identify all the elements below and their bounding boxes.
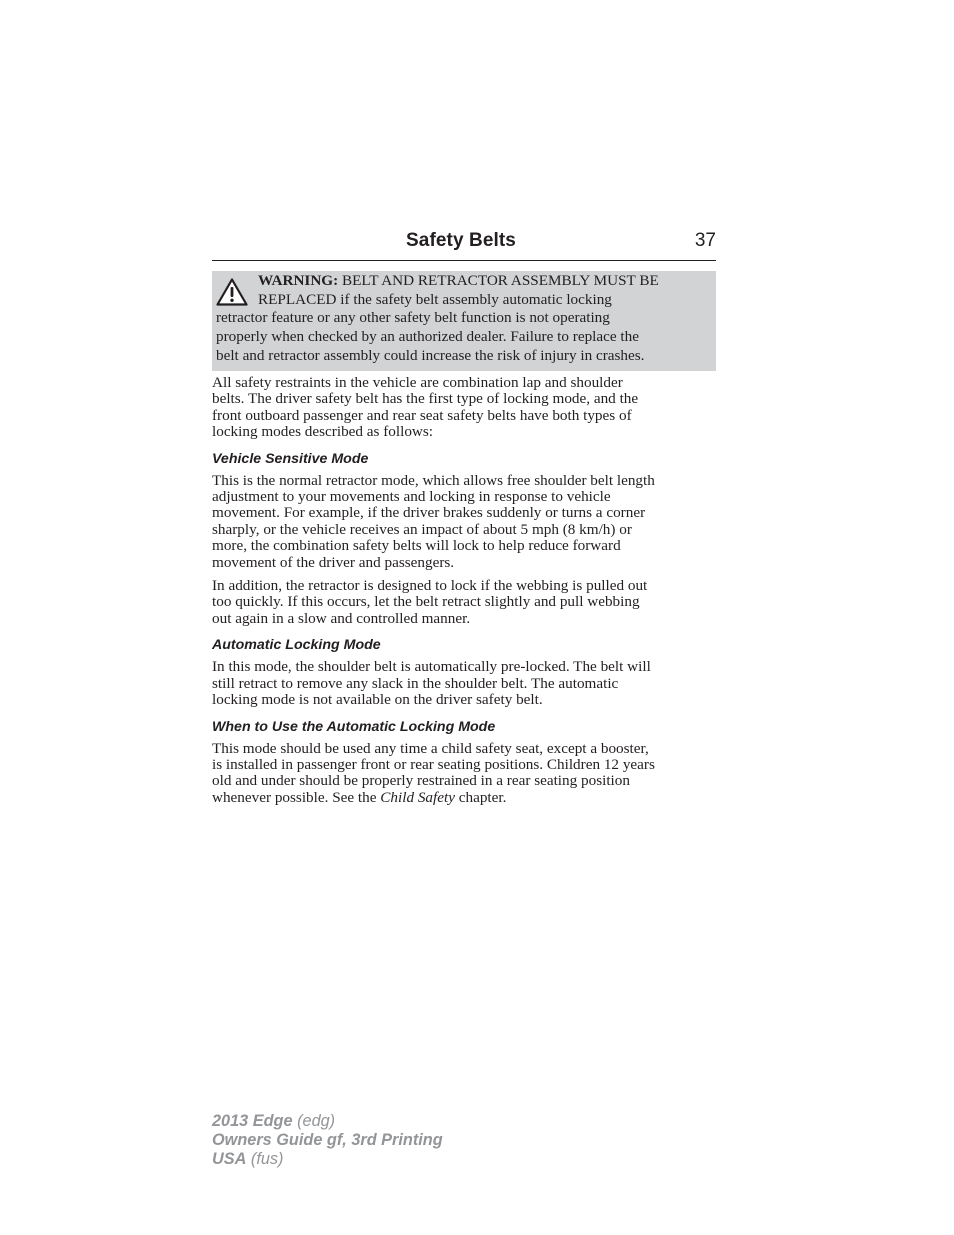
warning-label: WARNING:: [258, 272, 339, 289]
automatic-locking-paragraph: In this mode, the shoulder belt is automatically pre-locked. The belt will still retract to remove any slack in the shoulder belt. The automatic locking mode is not available on the driver safety belt.: [212, 658, 651, 709]
when-to-use-heading: When to Use the Automatic Locking Mode: [212, 718, 496, 735]
retractor-paragraph: In addition, the retractor is designed to lock if the webbing is pulled out too quickly. If this occurs, let the belt retract slightly and pull webbing out again in a slow and controlled manner.: [212, 577, 648, 627]
warning-line: WARNING: BELT AND RETRACTOR ASSEMBLY MUST BE: [258, 272, 659, 289]
automatic-locking-heading: Automatic Locking Mode: [212, 637, 381, 654]
page-number: 37: [694, 230, 716, 251]
vehicle-sensitive-paragraph: This is the normal retractor mode, which allows free shoulder belt length adjustment to your movements and locking in response to vehicle movement. For example, if the driver brakes suddenly or turns a corner sharply, or the vehicle receives an impact of about 5 mph (8 km/h) or more, the combination safety belts will lock to help reduce forward movement of the driver and passengers.: [212, 471, 655, 571]
vehicle-sensitive-heading: Vehicle Sensitive Mode: [212, 450, 369, 467]
warning-text: [216, 272, 712, 366]
page-header: [212, 228, 716, 261]
warning-line: REPLACED if the safety belt assembly automatic locking: [258, 290, 612, 308]
warning-line: retractor feature or any other safety belt function is not operating: [216, 309, 610, 327]
footer-model-line: 2013 Edge (edg): [212, 1112, 336, 1130]
when-to-use-paragraph: This mode should be used any time a child safety seat, except a booster, is installed in passenger front or rear seating positions. Children 12 years old and under should be properly restrained in a rear seating position whenever possible. See the Child Safety chapter.: [212, 739, 655, 806]
main-content: [212, 375, 716, 813]
intro-paragraph: All safety restraints in the vehicle are combination lap and shoulder belts. The driver safety belt has the first type of locking mode, and the front outboard passenger and rear seat safety belts have both types of locking modes described as follows:: [212, 374, 639, 441]
warning-box: [212, 271, 716, 371]
section-title: Safety Belts: [406, 230, 516, 251]
warning-line: belt and retractor assembly could increase the risk of injury in crashes.: [216, 346, 645, 364]
footer-region-line: USA (fus): [212, 1150, 284, 1168]
warning-line: properly when checked by an authorized dealer. Failure to replace the: [216, 328, 639, 346]
child-safety-reference: Child Safety: [380, 788, 455, 806]
footer: [212, 1112, 443, 1169]
footer-guide-line: Owners Guide gf, 3rd Printing: [212, 1131, 443, 1149]
